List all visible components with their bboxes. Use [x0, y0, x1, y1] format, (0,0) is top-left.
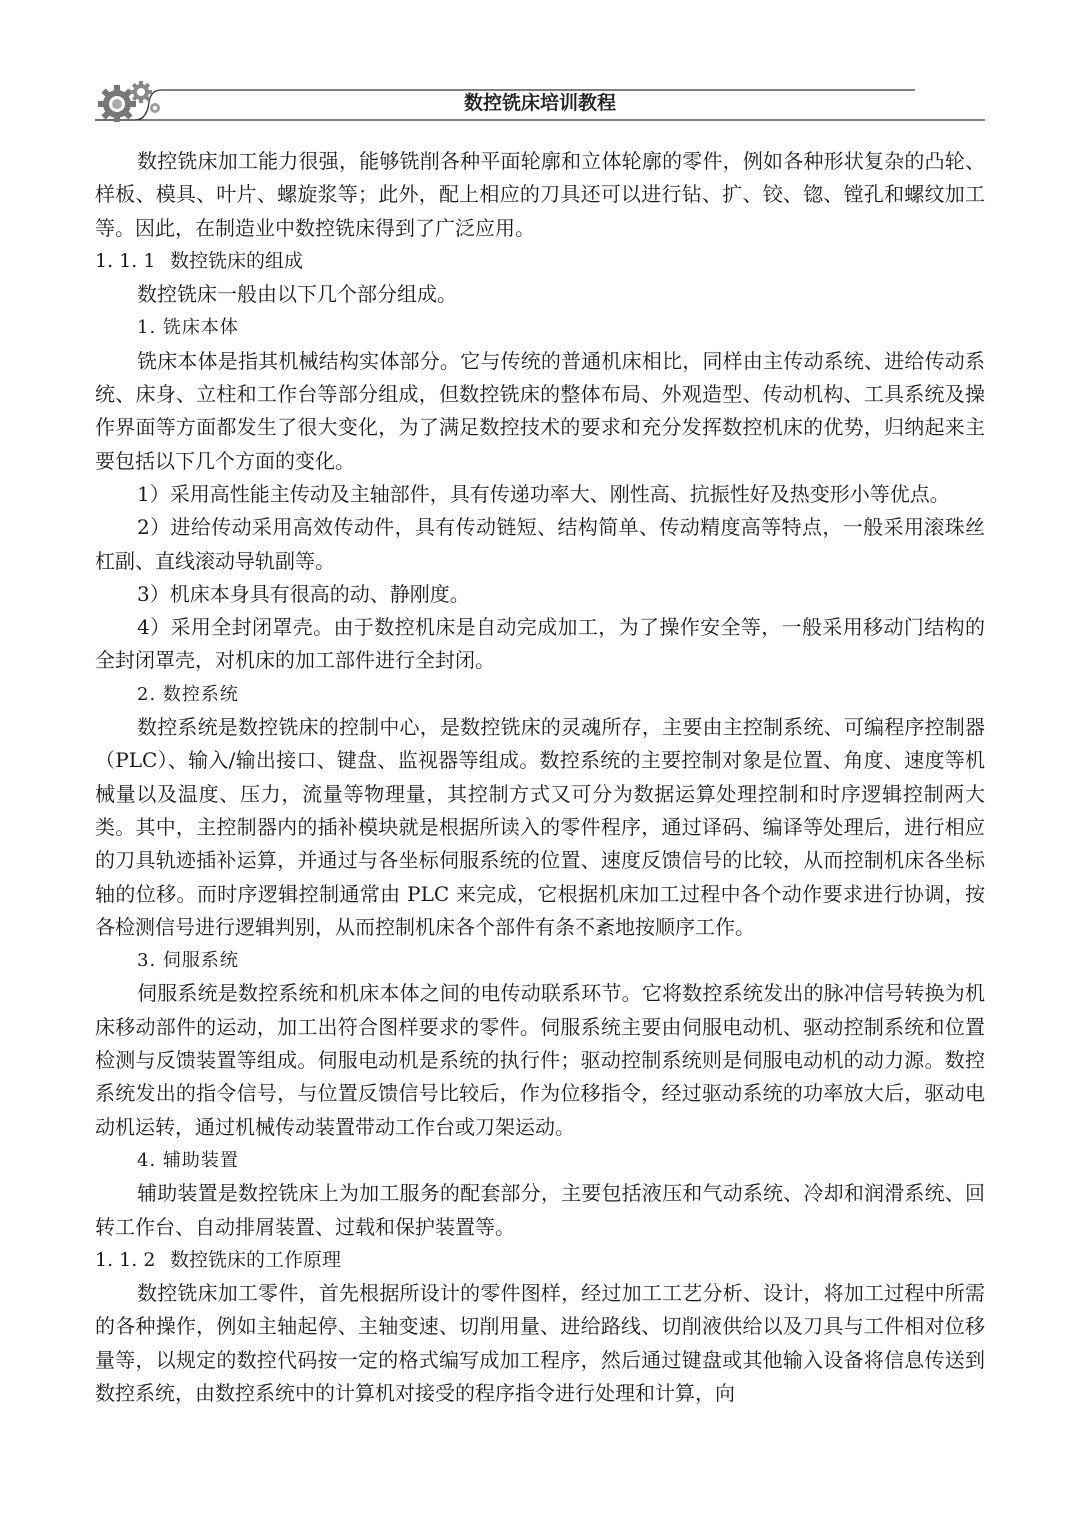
section-title: 数控铣床的组成 — [170, 249, 304, 272]
subsection-heading: 2. 数控系统 — [137, 683, 239, 705]
section-heading — [95, 245, 985, 278]
subsection-heading: 3. 伺服系统 — [137, 950, 239, 972]
gear-icon — [95, 80, 163, 122]
body-paragraph: 3）机床本身具有很高的动、静刚度。 — [137, 581, 470, 606]
subsection-heading: 4. 辅助装置 — [137, 1149, 239, 1171]
body-paragraph: 1）采用高性能主传动及主轴部件，具有传递功率大、刚性高、抗振性好及热变形小等优点。 — [137, 481, 950, 506]
page-header — [95, 80, 985, 124]
running-title: 数控铣床培训教程 — [463, 92, 616, 114]
body-paragraph: 2）进给传动采用高效传动件，具有传动链短、结构简单、传动精度高等特点，一般采用滚珠丝杠副、直线滚动导轨副等。 — [95, 515, 985, 573]
body-paragraph: 铣床本体是指其机械结构实体部分。它与传统的普通机床相比，同样由主传动系统、进给传动系统、床身、立柱和工作台等部分组成，但数控铣床的整体布局、外观造型、传动机构、工具系统及操作界面等方面都发生了很大变化，为了满足数控技术的要求和充分发挥数控机床的优势，归纳起来主要包括以下几个方面的变化。 — [95, 348, 985, 473]
page-body — [95, 145, 985, 1410]
body-paragraph: 数控铣床加工能力很强，能够铣削各种平面轮廓和立体轮廓的零件，例如各种形状复杂的凸轮、样板、模具、叶片、螺旋浆等；此外，配上相应的刀具还可以进行钻、扩、铰、锪、镗孔和螺纹加工等。因此，在制造业中数控铣床得到了广泛应用。 — [95, 149, 985, 240]
body-paragraph: 辅助装置是数控铣床上为加工服务的配套部分，主要包括液压和气动系统、冷却和润滑系统、回转工作台、自动排屑装置、过载和保护装置等。 — [95, 1181, 985, 1239]
section-title: 数控铣床的工作原理 — [170, 1248, 342, 1271]
section-number: 1. 1. 2 — [95, 1248, 156, 1271]
body-paragraph: 数控系统是数控铣床的控制中心，是数控铣床的灵魂所存，主要由主控制系统、可编程序控制器（PLC）、输入/输出接口、键盘、监视器等组成。数控系统的主要控制对象是位置、角度、速度等机械量以及温度、压力，流量等物理量，其控制方式又可分为数据运算处理控制和时序逻辑控制两大类。其中，主控制器内的插补模块就是根据所读入的零件程序，通过译码、编译等处理后，进行相应的刀具轨迹插补运算，并通过与各坐标伺服系统的位置、速度反馈信号的比较，从而控制机床各坐标轴的位移。而时序逻辑控制通常由 PLC 来完成，它根据机床加工过程中各个动作要求进行协调，按各检测信号进行逻辑判别，从而控制机床各个部件有条不紊地按顺序工作。 — [95, 715, 985, 939]
body-paragraph: 4）采用全封闭罩壳。由于数控机床是自动完成加工，为了操作安全等，一般采用移动门结构的全封闭罩壳，对机床的加工部件进行全封闭。 — [95, 615, 985, 673]
subsection-heading: 1. 铣床本体 — [137, 317, 239, 339]
section-heading — [95, 1244, 985, 1277]
body-paragraph: 数控铣床加工零件，首先根据所设计的零件图样，经过加工工艺分析、设计，将加工过程中所需的各种操作，例如主轴起停、主轴变速、切削用量、进给路线、切削液供给以及刀具与工件相对位移量等，以规定的数控代码按一定的格式编写成加工程序，然后通过键盘或其他输入设备将信息传送到数控系统，由数控系统中的计算机对接受的程序指令进行处理和计算，向 — [95, 1281, 985, 1405]
section-number: 1. 1. 1 — [95, 249, 156, 272]
body-paragraph: 伺服系统是数控系统和机床本体之间的电传动联系环节。它将数控系统发出的脉冲信号转换为机床移动部件的运动，加工出符合图样要求的零件。伺服系统主要由伺服电动机、驱动控制系统和位置检测与反馈装置等组成。伺服电动机是系统的执行件；驱动控制系统则是伺服电动机的动力源。数控系统发出的指令信号，与位置反馈信号比较后，作为位移指令，经过驱动系统的功率放大后，驱动电动机运转，通过机械传动装置带动工作台或刀架运动。 — [95, 981, 985, 1139]
body-paragraph: 数控铣床一般由以下几个部分组成。 — [137, 282, 457, 307]
